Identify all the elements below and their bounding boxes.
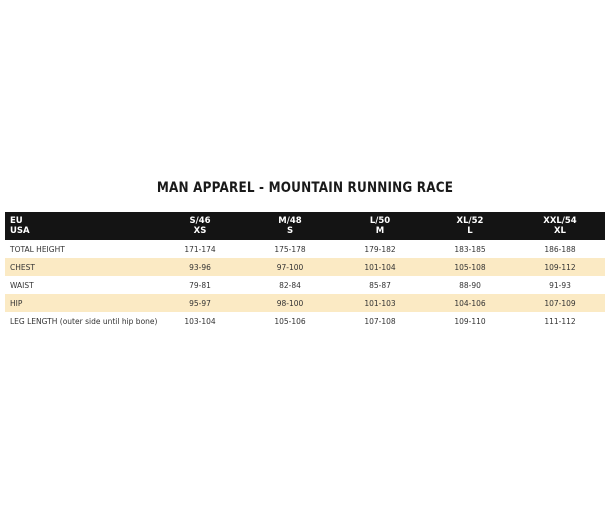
table-cell: 175-178	[274, 244, 306, 254]
table-cell: 105-106	[274, 316, 306, 326]
table-cell: 101-104	[364, 262, 396, 272]
header-eu-size: M/48	[278, 216, 302, 226]
row-label: TOTAL HEIGHT	[10, 244, 65, 254]
table-cell: 79-81	[189, 280, 211, 290]
size-chart-table	[5, 212, 605, 330]
table-row-hip	[5, 294, 605, 312]
table-cell: 186-188	[544, 244, 576, 254]
table-cell: 98-100	[276, 298, 304, 308]
header-eu-size: L/50	[369, 216, 391, 226]
header-usa-label: USA	[10, 226, 30, 236]
header-eu-size: XXL/54	[543, 216, 577, 226]
header-eu-size: XL/52	[456, 216, 484, 226]
table-cell: 91-93	[549, 280, 571, 290]
table-row-waist	[5, 276, 605, 294]
row-label: HIP	[10, 298, 23, 308]
header-size-col	[335, 212, 425, 240]
table-cell: 104-106	[454, 298, 486, 308]
table-cell: 85-87	[369, 280, 391, 290]
table-cell: 109-112	[544, 262, 576, 272]
table-row-leg-length	[5, 312, 605, 330]
header-region-labels	[5, 212, 155, 240]
table-cell: 171-174	[184, 244, 216, 254]
table-cell: 88-90	[459, 280, 481, 290]
table-cell: 107-109	[544, 298, 576, 308]
row-label: CHEST	[10, 262, 35, 272]
table-cell: 95-97	[189, 298, 211, 308]
header-size-col	[155, 212, 245, 240]
row-label: LEG LENGTH (outer side until hip bone)	[10, 316, 158, 326]
header-eu-label: EU	[10, 216, 23, 226]
table-cell: 101-103	[364, 298, 396, 308]
row-label: WAIST	[10, 280, 34, 290]
table-cell: 107-108	[364, 316, 396, 326]
table-cell: 183-185	[454, 244, 486, 254]
table-cell: 179-182	[364, 244, 396, 254]
table-cell: 105-108	[454, 262, 486, 272]
header-usa-size: L	[467, 226, 473, 236]
table-header-row	[5, 212, 605, 240]
table-cell: 93-96	[189, 262, 211, 272]
table-row-chest	[5, 258, 605, 276]
header-usa-size: M	[375, 226, 385, 236]
header-usa-size: S	[286, 226, 294, 236]
table-cell: 82-84	[279, 280, 301, 290]
header-size-col	[515, 212, 605, 240]
table-cell: 97-100	[276, 262, 304, 272]
header-eu-size: S/46	[189, 216, 211, 226]
table-cell: 111-112	[544, 316, 576, 326]
header-usa-size: XL	[554, 226, 566, 236]
header-usa-size: XS	[193, 226, 207, 236]
page-title: MAN APPAREL - MOUNTAIN RUNNING RACE	[156, 180, 454, 196]
header-size-col	[425, 212, 515, 240]
header-size-col	[245, 212, 335, 240]
table-row-total-height	[5, 240, 605, 258]
table-cell: 109-110	[454, 316, 486, 326]
table-cell: 103-104	[184, 316, 216, 326]
